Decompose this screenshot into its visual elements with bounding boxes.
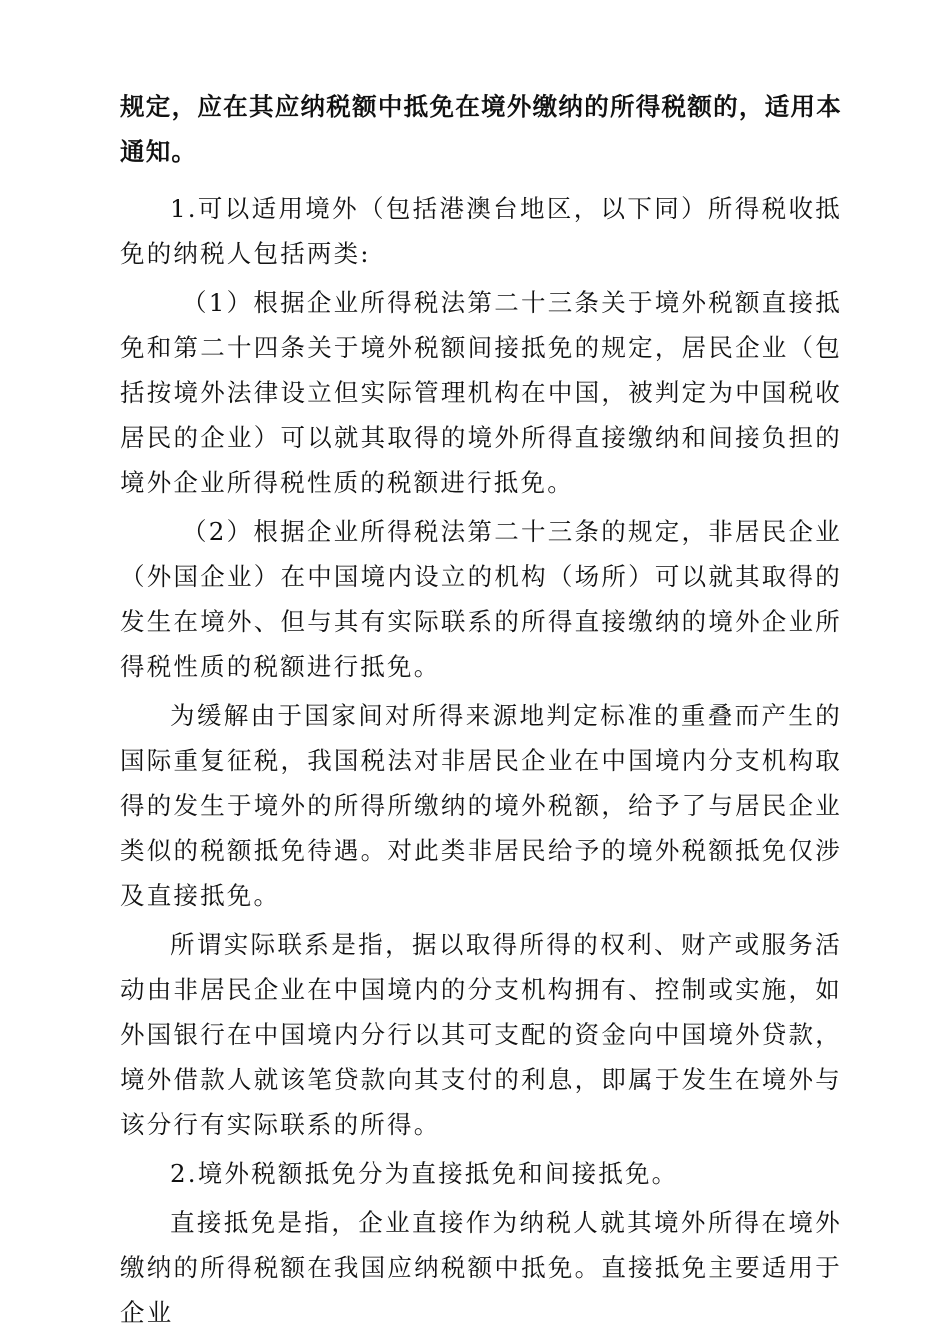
paragraph-subitem-1: （1）根据企业所得税法第二十三条关于境外税额直接抵免和第二十四条关于境外税额间接抵免的规定，居民企业（包括按境外法律设立但实际管理机构在中国，被判定为中国税收居民的企业）可以就其取得的境外所得直接缴纳和间接负担的境外企业所得税性质的税额进行抵免。: [120, 288, 842, 497]
paragraph-definition-actual-connection: 所谓实际联系是指，据以取得所得的权利、财产或服务活动由非居民企业在中国境内的分支机构拥有、控制或实施，如外国银行在中国境内分行以其可支配的资金向中国境外贷款，境外借款人就该笔贷款向其支付的利息，即属于发生在境外与该分行有实际联系的所得。: [120, 930, 842, 1139]
paragraph-item-1: 1.可以适用境外（包括港澳台地区，以下同）所得税收抵免的纳税人包括两类:: [120, 194, 842, 268]
paragraph-subitem-2: （2）根据企业所得税法第二十三条的规定，非居民企业（外国企业）在中国境内设立的机构（场所）可以就其取得的发生在境外、但与其有实际联系的所得直接缴纳的境外企业所得税性质的税额进行抵免。: [120, 517, 842, 681]
paragraph-direct-credit: 直接抵免是指，企业直接作为纳税人就其境外所得在境外缴纳的所得税额在我国应纳税额中抵免。直接抵免主要适用于企业: [120, 1208, 842, 1327]
paragraph-explanation-double-taxation: 为缓解由于国家间对所得来源地判定标准的重叠而产生的国际重复征税，我国税法对非居民企业在中国境内分支机构取得的发生于境外的所得所缴纳的境外税额，给予了与居民企业类似的税额抵免待遇。对此类非居民给予的境外税额抵免仅涉及直接抵免。: [120, 701, 842, 910]
document-body: [120, 84, 842, 1335]
paragraph-item-2: 2.境外税额抵免分为直接抵免和间接抵免。: [170, 1159, 679, 1188]
paragraph-continuation: 规定，应在其应纳税额中抵免在境外缴纳的所得税额的，适用本通知。: [120, 92, 842, 166]
